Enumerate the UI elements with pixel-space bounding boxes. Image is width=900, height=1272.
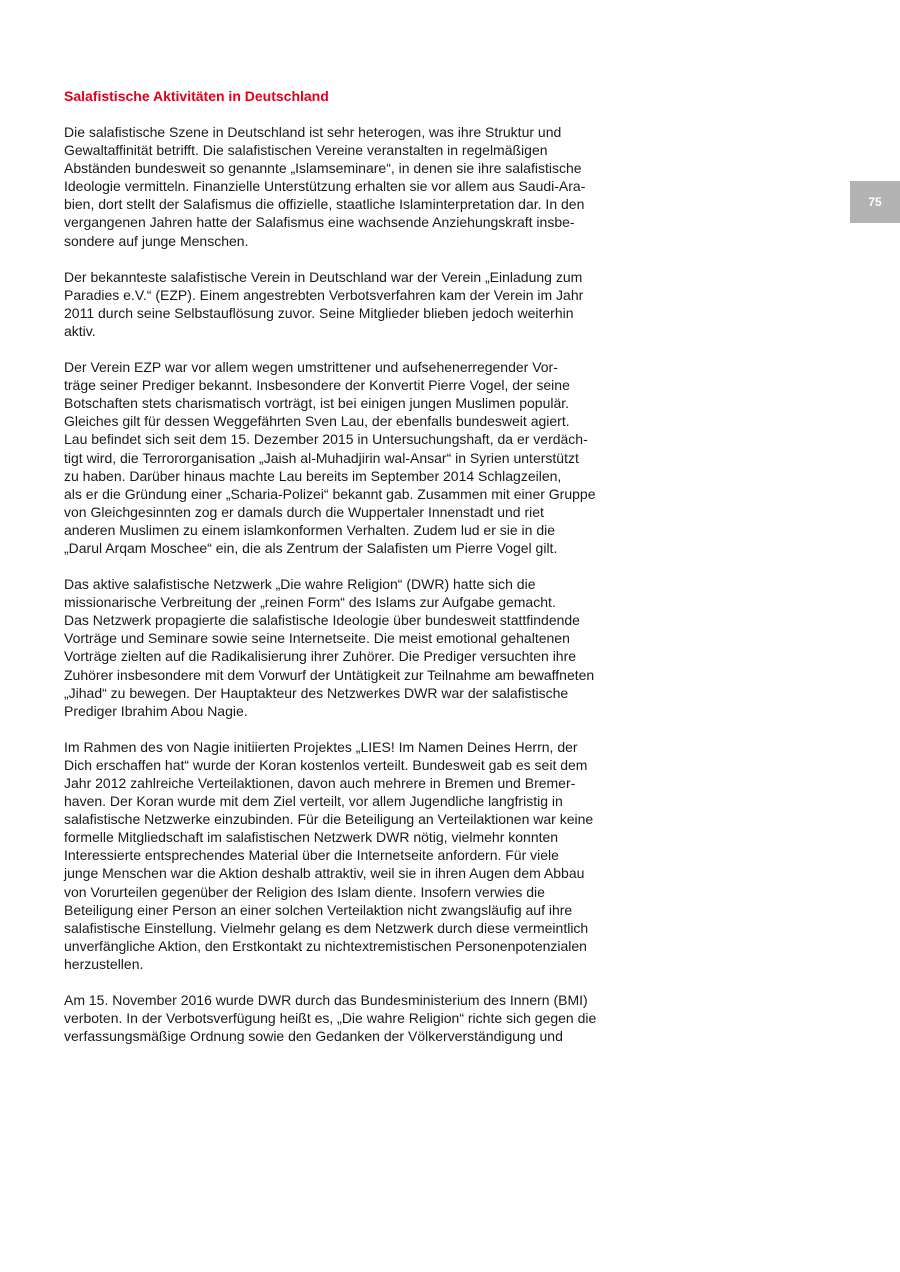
text-line: unverfängliche Aktion, den Erstkontakt zu nichtextremistischen Personenpotenzialen xyxy=(64,937,587,954)
text-line: sondere auf junge Menschen. xyxy=(64,232,249,249)
paragraph xyxy=(64,123,624,250)
text-line: bien, dort stellt der Salafismus die offizielle, staatliche Islaminterpretation dar. In den xyxy=(64,196,585,213)
text-line: herzustellen. xyxy=(64,955,144,972)
section-heading: Salafistische Aktivitäten in Deutschland xyxy=(64,88,329,104)
text-line: Ideologie vermitteln. Finanzielle Unterstützung erhalten sie vor allem aus Saudi-Ara- xyxy=(64,178,586,195)
text-line: Am 15. November 2016 wurde DWR durch das Bundesministerium des Innern (BMI) xyxy=(64,992,588,1009)
paragraph xyxy=(64,268,624,340)
text-line: als er die Gründung einer „Scharia-Polizei“ bekannt gab. Zusammen mit einer Gruppe xyxy=(64,485,596,502)
text-line: Die salafistische Szene in Deutschland ist sehr heterogen, was ihre Struktur und xyxy=(64,124,562,140)
text-line: träge seiner Prediger bekannt. Insbesondere der Konvertit Pierre Vogel, der seine xyxy=(64,377,570,394)
text-line: Der bekannteste salafistische Verein in Deutschland war der Verein „Einladung zum xyxy=(64,268,583,285)
text-line: aktiv. xyxy=(64,322,96,339)
text-line: Abständen bundesweit so genannte „Islamseminare“, in denen sie ihre salafistische xyxy=(64,160,582,177)
text-line: „Darul Arqam Moschee“ ein, die als Zentrum der Salafisten um Pierre Vogel gilt. xyxy=(64,539,558,556)
text-line: Paradies e.V.“ (EZP). Einem angestrebten Verbotsverfahren kam der Verein im Jahr xyxy=(64,286,584,303)
text-line: junge Menschen war die Aktion deshalb attraktiv, weil sie in ihren Augen dem Abbau xyxy=(64,865,585,882)
document-body xyxy=(64,87,624,1063)
text-line: „Jihad“ zu bewegen. Der Hauptakteur des Netzwerkes DWR war der salafistische xyxy=(64,684,569,701)
text-line: von Gleichgesinnten zog er damals durch die Wuppertaler Innenstadt und riet xyxy=(64,503,544,520)
text-line: verfassungsmäßige Ordnung sowie den Gedanken der Völkerverständigung und xyxy=(64,1028,563,1045)
text-line: von Vorurteilen gegenüber der Religion des Islam diente. Insofern verwies die xyxy=(64,883,545,900)
text-line: Das aktive salafistische Netzwerk „Die wahre Religion“ (DWR) hatte sich die xyxy=(64,576,536,593)
text-line: salafistische Netzwerke einzubinden. Für die Beteiligung an Verteilaktionen war keine xyxy=(64,811,594,828)
text-line: haven. Der Koran wurde mit dem Ziel verteilt, vor allem Jugendliche langfristig in xyxy=(64,793,563,810)
text-line: Gewaltaffinität betrifft. Die salafistischen Vereine veranstalten in regelmäßigen xyxy=(64,142,548,159)
text-line: vergangenen Jahren hatte der Salafismus eine wachsende Anziehungskraft insbe- xyxy=(64,214,575,231)
text-line: Vorträge zielten auf die Radikalisierung ihrer Zuhörer. Die Prediger versuchten ihre xyxy=(64,648,577,665)
paragraph-list xyxy=(64,123,624,1045)
text-line: anderen Muslimen zu einem islamkonformen Verhalten. Zudem lud er sie in die xyxy=(64,521,556,538)
text-line: Jahr 2012 zahlreiche Verteilaktionen, davon auch mehrere in Bremen und Bremer- xyxy=(64,775,576,791)
text-line: salafistische Einstellung. Vielmehr gelang es dem Netzwerk durch diese vermeintlich xyxy=(64,919,589,936)
text-line: Prediger Ibrahim Abou Nagie. xyxy=(64,702,248,719)
text-line: formelle Mitgliedschaft im salafistischen Netzwerk DWR nötig, vielmehr konnten xyxy=(64,829,559,846)
text-line: 2011 durch seine Selbstauflösung zuvor. Seine Mitglieder blieben jedoch weiterhin xyxy=(64,304,574,321)
paragraph xyxy=(64,575,624,720)
text-line: Beteiligung einer Person an einer solchen Verteilaktion nicht zwangsläufig auf ihre xyxy=(64,901,573,918)
text-line: Interessierte entsprechendes Material über die Internetseite anfordern. Für viele xyxy=(64,847,559,864)
text-line: Das Netzwerk propagierte die salafistische Ideologie über bundesweit stattfindende xyxy=(64,612,580,629)
text-line: Im Rahmen des von Nagie initiierten Projektes „LIES! Im Namen Deines Herrn, der xyxy=(64,738,578,755)
text-line: Vorträge und Seminare sowie seine Internetseite. Die meist emotional gehaltenen xyxy=(64,630,570,647)
text-line: Zuhörer insbesondere mit dem Vorwurf der Untätigkeit zur Teilnahme am bewaffneten xyxy=(64,666,595,683)
text-line: zu haben. Darüber hinaus machte Lau bereits im September 2014 Schlagzeilen, xyxy=(64,467,562,484)
text-line: missionarische Verbreitung der „reinen Form“ des Islams zur Aufgabe gemacht. xyxy=(64,594,556,611)
text-line: Botschaften stets charismatisch vorträgt, ist bei einigen jungen Muslimen populär. xyxy=(64,395,570,412)
page-number: 75 xyxy=(868,195,882,209)
text-line: verboten. In der Verbotsverfügung heißt es, „Die wahre Religion“ richte sich gegen die xyxy=(64,1010,597,1027)
paragraph xyxy=(64,738,624,973)
text-line: Der Verein EZP war vor allem wegen umstrittener und aufsehenerregender Vor- xyxy=(64,359,558,376)
text-line: Gleiches gilt für dessen Weggefährten Sven Lau, der ebenfalls bundesweit agiert. xyxy=(64,413,570,430)
text-line: Dich erschaffen hat“ wurde der Koran kostenlos verteilt. Bundesweit gab es seit dem xyxy=(64,756,588,773)
text-line: Lau befindet sich seit dem 15. Dezember 2015 in Untersuchungshaft, da er verdäch- xyxy=(64,431,588,448)
paragraph xyxy=(64,991,624,1045)
text-line: tigt wird, die Terrororganisation „Jaish al-Muhadjirin wal-Ansar“ in Syrien unterstützt xyxy=(64,449,579,466)
page-number-tab xyxy=(850,181,900,223)
paragraph xyxy=(64,358,624,557)
